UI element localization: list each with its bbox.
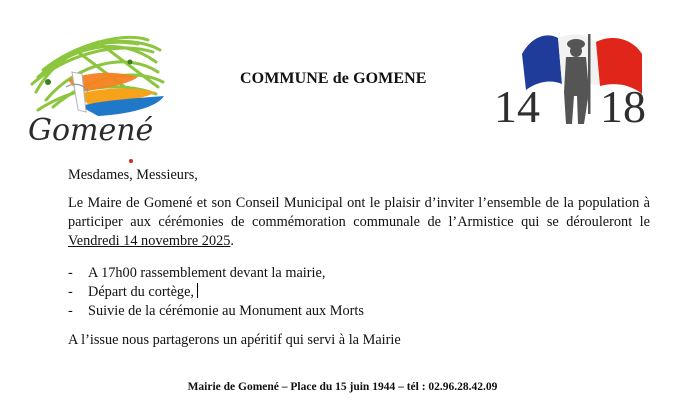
page-title: COMMUNE de GOMENE	[240, 70, 427, 87]
list-item-text: A 17h00 rassemblement devant la mairie,	[88, 265, 326, 281]
gomene-logo-text: Gomené	[28, 113, 154, 148]
closing-line: A l’issue nous partagerons un apéritif qui servi à la Mairie	[68, 332, 401, 348]
list-dash: -	[68, 265, 73, 281]
letter-greeting: Mesdames, Messieurs,	[68, 167, 198, 183]
ww1-logo-graphic	[492, 24, 658, 132]
text-cursor[interactable]	[197, 283, 198, 298]
schedule-list	[68, 264, 364, 321]
list-item-text: Suivie de la cérémonie au Monument aux Morts	[88, 303, 364, 319]
list-item	[68, 264, 364, 283]
event-date: Vendredi 14 novembre 2025	[68, 233, 231, 249]
invitation-text: Le Maire de Gomené et son Conseil Municipal ont le plaisir d’inviter l’ensemble de la population à participer aux cérémonies de commémoration communale de l’Armistice qui se dérouleront le	[68, 195, 650, 230]
red-dot-mark	[129, 159, 133, 163]
logo-year-14: 14	[494, 81, 540, 132]
list-dash: -	[68, 303, 73, 319]
list-item	[68, 302, 364, 321]
list-item	[68, 283, 364, 302]
footer-address: Mairie de Gomené – Place du 15 juin 1944 – tél : 02.96.28.42.09	[187, 381, 498, 393]
list-item-text: Départ du cortège,	[88, 284, 194, 300]
list-dash: -	[68, 284, 73, 300]
gomene-logo	[18, 22, 168, 150]
paragraph-end: .	[230, 233, 234, 249]
ww1-centenary-logo	[492, 24, 658, 132]
gomene-logo-graphic	[18, 22, 168, 150]
logo-year-18: 18	[600, 81, 646, 132]
invitation-paragraph	[68, 194, 650, 251]
